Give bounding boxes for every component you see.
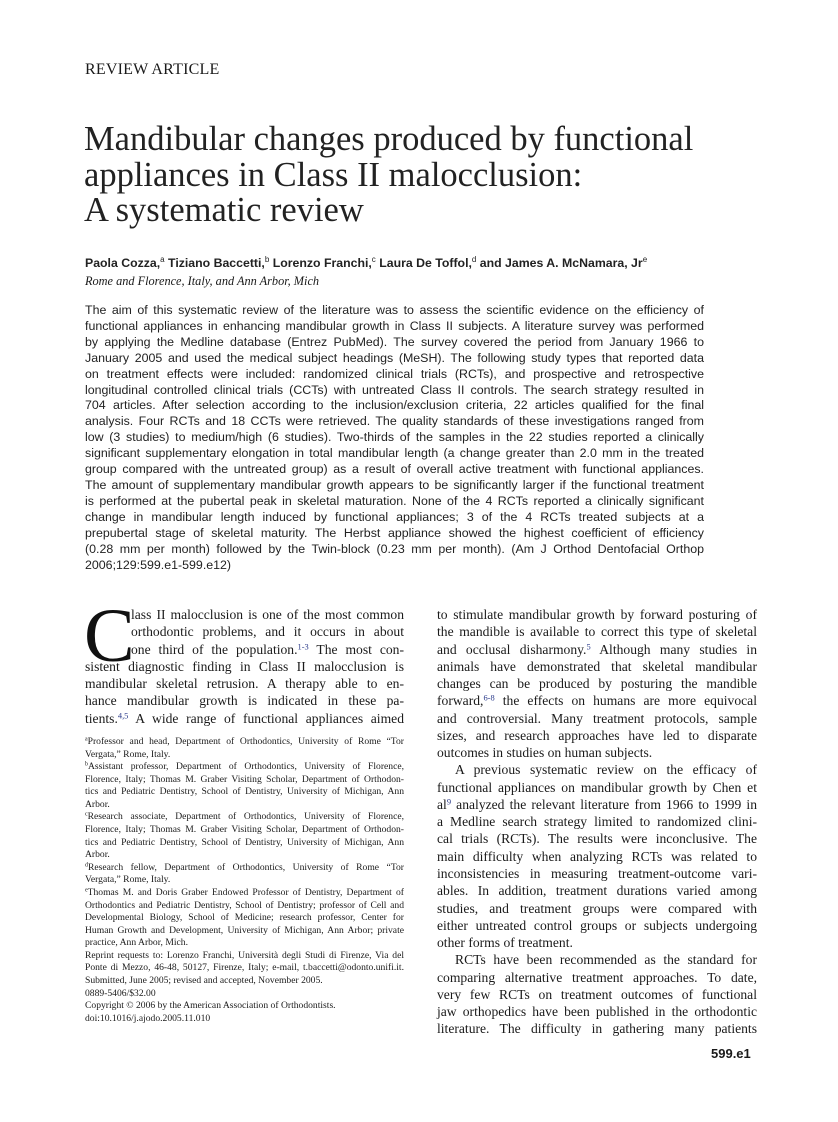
- author-affiliation-marker: e: [642, 255, 648, 264]
- body-line: [437, 727, 757, 744]
- text-run: by applying the Medline database (Entrez PubMed). The survey covered the period from January 1966 to: [85, 334, 704, 349]
- reference-superscript: 5: [586, 640, 591, 651]
- text-run: functional appliances in enhancing mandibular growth in Class II subjects. A literature survey was performed: [85, 318, 704, 333]
- author-name: Laura De Toffol,: [375, 256, 472, 271]
- author-list: [85, 255, 647, 270]
- text-run: inconsistencies in measuring treatment-outcome vari-: [437, 865, 757, 881]
- footnote-line: [85, 849, 404, 862]
- title-line: Mandibular changes produced by functional: [84, 120, 694, 158]
- footnote-line: [85, 1000, 404, 1013]
- text-run: change in mandibular length induced by functional appliances; 3 of the 4 RCTs treated subjects at a: [85, 509, 704, 524]
- footnote-line: [85, 811, 404, 824]
- text-run: The most con-: [308, 641, 404, 657]
- text-run: Florence, Italy; Thomas M. Graber Visiting Scholar, Department of Orthodon-: [85, 824, 404, 836]
- body-line: [437, 813, 757, 830]
- body-line: [437, 1003, 757, 1020]
- body-line: [85, 658, 404, 675]
- text-run: very few RCTs on treatment outcomes of functional: [437, 986, 757, 1002]
- text-run: prepubertal stage of skeletal maturity. The Herbst appliance showed the highest coefficient of efficiency: [85, 525, 704, 540]
- text-run: tients.: [85, 710, 118, 726]
- body-line: [437, 692, 757, 709]
- text-run: significant supplementary elongation in total mandibular length (a change greater than 2.0 mm in the treated: [85, 446, 704, 461]
- text-run: Human Growth and Development, University of Michigan, Ann Arbor; private: [85, 924, 404, 936]
- body-line: [437, 606, 757, 623]
- footnote-line: [85, 774, 404, 787]
- body-line: [85, 692, 404, 709]
- author-affiliation-marker: c: [371, 255, 376, 264]
- text-run: outcomes in studies on human subjects.: [437, 745, 653, 761]
- reference-superscript: b: [85, 761, 88, 768]
- abstract-line: [85, 542, 704, 558]
- body-line: [85, 641, 404, 658]
- abstract-line: [85, 510, 704, 526]
- text-run: Professor and head, Department of Orthodontics, University of Rome “Tor: [87, 736, 404, 747]
- text-run: on treatment effects were included: randomized clinical trials (RCTs), and prospective and retrospective: [85, 366, 704, 381]
- text-run: one third of the population.: [131, 641, 298, 657]
- body-line: [437, 865, 757, 882]
- text-run: and occlusal disharmony.: [437, 641, 587, 657]
- text-run: Orthodontics and Pediatric Dentistry, School of Dentistry; professor of Cell and: [85, 899, 404, 911]
- abstract-line: [85, 398, 704, 414]
- text-run: Ponte di Mezzo, 46-48, 50127, Firenze, Italy; e-mail, t.baccetti@odonto.unifi.it.: [85, 962, 404, 974]
- text-run: 0889-5406/$32.00: [85, 987, 156, 999]
- text-run: Arbor.: [85, 798, 110, 810]
- title-line: A systematic review: [84, 191, 364, 229]
- text-run: 2006;129:599.e1-599.e12): [85, 557, 232, 572]
- text-run: and controversial. Many treatment protocols, sample: [437, 710, 757, 726]
- footnote-line: [85, 975, 404, 988]
- footnote-line: [85, 749, 404, 762]
- reference-superscript: c: [85, 812, 88, 819]
- footnote-line: [85, 837, 404, 850]
- abstract-line: [85, 430, 704, 446]
- footnote-line: [85, 862, 404, 875]
- author-name: Tiziano Baccetti,: [164, 256, 265, 271]
- text-run: jaw orthopedics have been published in the orthodontic: [437, 1004, 757, 1020]
- page-number: 599.e1: [711, 1046, 751, 1061]
- text-run: Assistant professor, Department of Orthodontics, University of Florence,: [87, 761, 404, 773]
- footnote-line: [85, 799, 404, 812]
- footnote-line: [85, 874, 404, 887]
- body-line: [437, 986, 757, 1003]
- body-line: [437, 779, 757, 796]
- reference-superscript: d: [85, 862, 88, 869]
- text-run: cal trials (RCTs). The results were inconclusive. The: [437, 831, 757, 847]
- body-line: [437, 796, 757, 813]
- abstract-line: [85, 383, 704, 399]
- text-run: group compared with the untreated group) as a result of overall active treatment with functional appliances.: [85, 462, 704, 477]
- reference-superscript: 1-3: [297, 640, 309, 651]
- text-run: animals have demonstrated that skeletal mandibular: [437, 658, 757, 674]
- text-run: orthodontic problems, and it occurs in about: [131, 624, 404, 640]
- text-run: main difficulty when analyzing RCTs was related to: [437, 848, 757, 864]
- text-run: analysis. Four RCTs and 18 CCTs were retrieved. The quality standards of these investigations ranged from: [85, 414, 704, 429]
- reference-superscript: 9: [446, 796, 452, 807]
- text-run: The aim of this systematic review of the literature was to assess the scientific evidence on the efficiency of: [85, 303, 704, 317]
- text-run: RCTs have been recommended as the standard for: [455, 952, 757, 968]
- abstract-line: [85, 335, 704, 351]
- body-line: [437, 658, 757, 675]
- author-affiliation-marker: b: [264, 255, 270, 264]
- author-name: and James A. McNamara, Jr: [476, 256, 643, 271]
- body-line: [437, 1020, 757, 1037]
- body-line: [437, 623, 757, 640]
- text-run: 704 articles. After selection according to the inclusion/exclusion criteria, 22 articles qualified for the final: [85, 398, 704, 413]
- abstract-line: [85, 351, 704, 367]
- body-line: [85, 606, 404, 623]
- author-affiliation-marker: d: [471, 255, 477, 264]
- abstract-line: [85, 526, 704, 542]
- text-run: analyzed the relevant literature from 1966 to 1999 in: [451, 796, 757, 812]
- body-line: [437, 761, 757, 778]
- text-run: A previous systematic review on the efficacy of: [455, 762, 757, 778]
- body-line: [437, 710, 757, 727]
- body-line: [85, 675, 404, 692]
- abstract-line: [85, 558, 704, 574]
- footnote-line: [85, 786, 404, 799]
- footnote-line: [85, 988, 404, 1001]
- text-run: is performed at the pubertal peak in skeletal maturation. None of the 4 RCTs reported a clinically significant: [85, 493, 704, 508]
- text-run: low (3 studies) to medium/high (6 studies). Two-thirds of the samples in the 22 studies reported a clinically: [85, 430, 704, 445]
- footnote-line: [85, 912, 404, 925]
- abstract-line: [85, 494, 704, 510]
- footnote-line: [85, 937, 404, 950]
- text-run: tics and Pediatric Dentistry, School of Dentistry, University of Michigan, Ann: [85, 786, 404, 798]
- footnote-line: [85, 925, 404, 938]
- text-run: changes can be produced by posturing the mandible: [437, 676, 757, 692]
- abstract: [85, 303, 704, 573]
- body-line: [85, 710, 404, 727]
- text-run: forward,: [437, 693, 484, 709]
- text-run: Submitted, June 2005; revised and accepted, November 2005.: [85, 974, 323, 986]
- text-run: tics and Pediatric Dentistry, School of Dentistry, University of Michigan, Ann: [85, 836, 404, 848]
- text-run: Although many studies in: [590, 641, 758, 657]
- body-line: [437, 969, 757, 986]
- text-run: Research associate, Department of Orthodontics, University of Florence,: [87, 811, 404, 823]
- body-line: [437, 882, 757, 899]
- text-run: a Medline search strategy limited to randomized clini-: [437, 814, 757, 830]
- text-run: comparing alternative treatment approaches. To date,: [437, 969, 757, 985]
- footnote-line: [85, 962, 404, 975]
- footnote-line: [85, 824, 404, 837]
- abstract-line: [85, 446, 704, 462]
- footnote-line: [85, 736, 404, 749]
- reference-superscript: 4,5: [117, 709, 129, 720]
- text-run: A wide range of functional appliances aimed: [128, 710, 404, 726]
- footnote-line: [85, 1013, 404, 1026]
- text-run: al: [437, 796, 447, 812]
- reference-superscript: e: [85, 887, 88, 894]
- text-run: Arbor.: [85, 849, 110, 861]
- body-line: [437, 900, 757, 917]
- section-label: REVIEW ARTICLE: [85, 61, 220, 78]
- text-run: hance mandibular growth is indicated in these pa-: [85, 693, 404, 709]
- author-affiliation: Rome and Florence, Italy, and Ann Arbor, Mich: [85, 274, 320, 288]
- title-line: appliances in Class II malocclusion:: [84, 155, 583, 194]
- body-line: [437, 744, 757, 761]
- reference-superscript: a: [85, 736, 88, 743]
- footnote-line: [85, 761, 404, 774]
- author-affiliation-marker: a: [160, 255, 165, 264]
- abstract-line: [85, 414, 704, 430]
- text-run: the mandible is available to correct this type of skeletal: [437, 624, 757, 640]
- text-run: studies, and treatment groups were compared with: [437, 900, 757, 916]
- body-line: [437, 848, 757, 865]
- body-line: [437, 934, 757, 951]
- body-column-left: [85, 606, 404, 727]
- author-name: Paola Cozza,: [85, 256, 161, 271]
- reference-superscript: 6-8: [483, 692, 495, 703]
- text-run: lass II malocclusion is one of the most common: [131, 607, 404, 622]
- abstract-line: [85, 319, 704, 335]
- text-run: Research fellow, Department of Orthodontics, University of Rome “Tor: [87, 861, 404, 873]
- body-line: [85, 623, 404, 640]
- text-run: practice, Ann Arbor, Mich.: [85, 937, 188, 949]
- text-run: the effects on humans are more equivocal: [494, 693, 757, 709]
- footnote-line: [85, 887, 404, 900]
- body-line: [437, 641, 757, 658]
- text-run: Thomas M. and Doris Graber Endowed Professor of Dentistry, Department of: [87, 886, 404, 898]
- body-column-right: [437, 606, 757, 1038]
- text-run: to stimulate mandibular growth by forward posturing of: [437, 607, 757, 622]
- author-name: Lorenzo Franchi,: [269, 256, 372, 271]
- text-run: longitudinal controlled clinical trials (CCTs) with untreated Class II controls. The search strategy resulted in: [85, 382, 704, 397]
- text-run: Vergata,” Rome, Italy.: [85, 748, 171, 760]
- text-run: mandibular skeletal retrusion. A therapy able to en-: [85, 676, 404, 692]
- footnote-line: [85, 950, 404, 963]
- text-run: Developmental Biology, School of Medicine; research professor, Center for: [85, 912, 404, 924]
- text-run: other forms of treatment.: [437, 935, 573, 951]
- article-title: [84, 122, 693, 229]
- text-run: Reprint requests to: Lorenzo Franchi, Università degli Studi di Firenze, Via del: [85, 949, 404, 961]
- text-run: doi:10.1016/j.ajodo.2005.11.010: [85, 1012, 211, 1024]
- text-run: Copyright © 2006 by the American Association of Orthodontists.: [85, 1000, 336, 1012]
- text-run: either untreated control groups or subjects undergoing: [437, 917, 757, 933]
- footnote-line: [85, 900, 404, 913]
- body-line: [437, 951, 757, 968]
- text-run: sistent diagnostic finding in Class II malocclusion is: [85, 658, 404, 674]
- abstract-line: [85, 478, 704, 494]
- text-run: functional appliances on mandibular growth by Chen et: [437, 779, 757, 795]
- drop-cap: C: [84, 594, 135, 678]
- text-run: (0.28 mm per month) followed by the Twin-block (0.23 mm per month). (Am J Orthod Dentofacial Orthop: [85, 541, 704, 556]
- text-run: Vergata,” Rome, Italy.: [85, 874, 171, 886]
- text-run: The amount of supplementary mandibular growth appears to be significantly larger if the functional treatment: [85, 477, 704, 492]
- text-run: literature. The difficulty in gathering many patients: [437, 1021, 757, 1037]
- body-line: [437, 830, 757, 847]
- abstract-line: [85, 303, 704, 319]
- footnotes: [85, 736, 404, 1025]
- abstract-line: [85, 462, 704, 478]
- abstract-line: [85, 367, 704, 383]
- text-run: sizes, and research approaches have led to disparate: [437, 727, 757, 743]
- body-line: [437, 917, 757, 934]
- body-line: [437, 675, 757, 692]
- text-run: Florence, Italy; Thomas M. Graber Visiting Scholar, Department of Orthodon-: [85, 773, 404, 785]
- text-run: January 2005 and used the medical subject headings (MeSH). The following study types that reported data: [85, 350, 704, 365]
- text-run: ables. In addition, treatment durations varied among: [437, 883, 757, 899]
